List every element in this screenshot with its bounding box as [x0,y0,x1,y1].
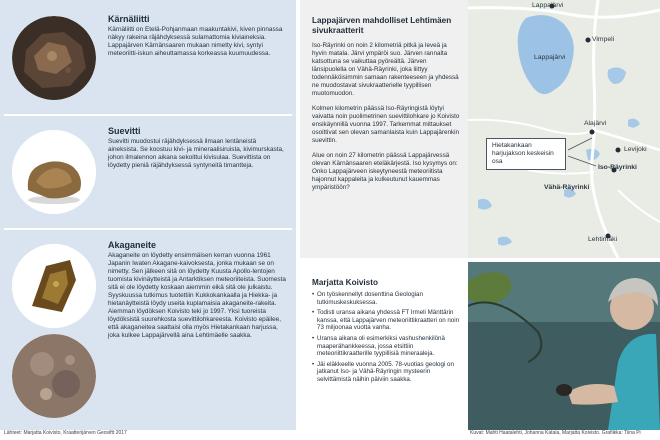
card-title: Akaganeite [108,240,157,250]
mineral-card-suevitti [4,118,292,226]
mineral-card-karnaliitti [4,4,292,112]
person-bullets [312,291,460,384]
map-graphic [468,0,660,258]
map-label-lehtimaki: Lehtimäki [588,236,618,243]
card-title: Kärnäliitti [108,14,150,24]
card-divider [4,228,292,230]
karnaliitti-image [12,16,96,100]
list-item: • On työskennellyt dosenttina Geologian tutkimuskeskuksessa. [312,291,460,306]
credits-footer: Kuvat: Mahti Haatalehti, Johanna Katala, Marjatta Koivisto. Grafiikka: Tiina Pi [470,430,641,436]
person-section [300,262,468,430]
impact-paragraph: Kolmen kilometrin päässä Iso-Räyringistä löytyi vaivatta noin puolimetrinen suevittilohkare jo Koivisto ensikäynnillä vuonna 1997. Tarkemmat mittaukset osoittivat sen olevan samanlaista kuin Lappajärenkin suevittin. [312,105,460,144]
card-title: Suevitti [108,126,141,136]
akaganeite-closeup-image [12,334,96,418]
impact-title: Lappajärven mahdolliset Lehtimäen sivukraatterit [312,16,452,35]
list-item: • Uransa aikana oli esimerkiksi vashushenkilönä maaperähankkeessa, jossa etsittiin meteoriittikraatterille tyypillisiä mineraaleja. [312,335,460,358]
map-label-levijoki: Levijoki [624,146,647,153]
map-label-lappajarvi-town: Lappajärvi [532,2,564,9]
list-item: • Jäi eläkkeelle vuonna 2005. 78-vuotias geologi on jatkanut Iso- ja Vähä-Räyringin mysteerin selvittämistä näihin päiviin saakka. [312,361,460,384]
sources-footer: Lähteet: Marjatta Koivisto, Kraatterijärven Geosiftt 2017 [4,430,127,436]
card-text: Akaganeite on löydetty ensimmäisen kerran vuonna 1961 Japanin Iwaten Akagane-kaivoksesta, jonka mukaan se on nimetty. Sen jälkeen sitä on löydetty Kuusta Apollo-lentojen tuomista kivinäytteistä ja Antarktiksen meteoriiteista. Suomesta sitä ei ole löydetty koskaan aiemmin eikä sitä ole julkaistu. Syyskuussa tutkimus tuotettiin Kukkokankaalla ja Hiekka- ja hietanäytteistä löydy useita kuplamaisia akaganeite-rakeita. Aiemman löydöksen Koivisto teki jo 1997. Yksi tuoreista löydöksistä suurehkosta suevittilohkareesta. Koivisto epäilee, että akaganeitea saattaisi olla myös Hietakankaan harjussa, joka kulkee Lappajärvellä aina Lehtimäelle saakka. [108,252,286,339]
portrait-photo [468,262,660,430]
list-item: • Todisti uransa aikana yhdessä FT Irmeli Mänttärin kanssa, että Lappajärven meteoriittikraatteri on noin 73 miljoonaa vuotta vanha. [312,309,460,332]
impact-paragraph: Alue on noin 27 kilometrin päässä Lappajärvessä olevan Kärnänsaaren eteläkärjestä. Iso kysymys on: Onko Lappajärveen iskeytyneestä meteoriitista hajonnut kappaleita ja kulkeutunut kauemmas ympäristöön? [312,152,458,191]
map-label-vimpeli: Vimpeli [592,36,615,43]
map-label-vaha-rayrinki: Vähä-Räyrinki [544,184,590,191]
card-text: Suevitti muodostui räjähdyksessä ilmaan lentäneistä aineksista. Se koostuu kivi- ja mineraalisiruista, kivimurskasta, johon ilmalennon aikana sekoittui kivisulaa. Suevittista on löydetty pieniä räjähdyksessä syntyneitä timantteja. [108,138,284,169]
impact-paragraph: Iso-Räyrinki on noin 2 kilometriä pitkä ja leveä ja hyvin matala. Järvi ympäröi suo. Järven rannalta katsottuna se vaikuttaa pyöreältä. Järven länsipuolella on Vähä-Räyrinki, joka liittyy todennäköisimmin samaan rakenteeseen ja yhdessä ne muodostavat sivukraatterielle tyypillisen muotomuodon. [312,42,459,97]
mineral-card-akaganeite [4,232,292,430]
card-text: Kärnäliitti on Etelä-Pohjanmaan maakuntakivi, kiven pinnassa näkyy rakeina räjähdyksessä sulamattomia kiviaineksia. Lappajärven Kärnänsaaren mukaan nimetty kivi, syntyi meteoriitti-iskun aiheuttamassa korkeassa kuumuudessa. [108,26,283,57]
person-name: Marjatta Koivisto [312,278,378,287]
card-divider [4,114,292,116]
map-label-alajarvi: Alajärvi [584,120,607,127]
region-map [468,0,660,258]
map-callout: Hietakankaan harjujakson keskeisin osa [486,138,566,170]
map-label-iso-rayrinki: Iso-Räyrinki [598,164,637,171]
map-label-lappajarvi-lake: Lappajärvi [534,54,566,61]
akaganeite-image [12,244,96,328]
impact-section [300,0,468,258]
suevitti-image [12,130,96,214]
